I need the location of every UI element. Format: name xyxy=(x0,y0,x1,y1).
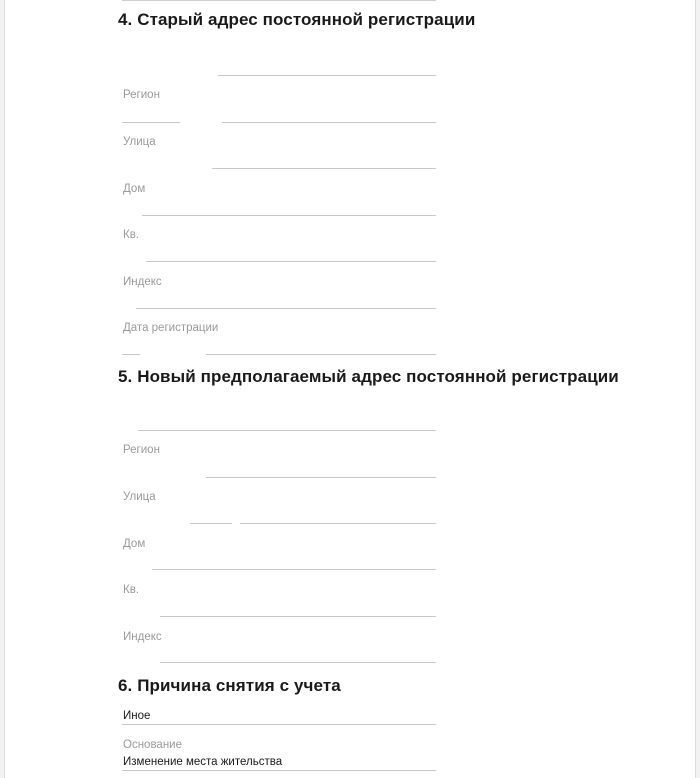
reason-field[interactable] xyxy=(122,724,436,725)
old-apartment-label: Кв. xyxy=(123,229,140,241)
new-street-field[interactable] xyxy=(240,523,436,524)
page-edge-left xyxy=(0,0,5,778)
section-old-address-title: 4. Старый адрес постоянной регистрации xyxy=(118,10,476,29)
old-apartment-field[interactable] xyxy=(146,261,436,262)
old-region-field[interactable] xyxy=(222,122,436,123)
section-new-address-title: 5. Новый предполагаемый адрес постоянной регистрации xyxy=(118,367,619,386)
new-index-label: Индекс xyxy=(123,631,162,643)
basis-field[interactable] xyxy=(122,770,436,771)
old-street-label: Улица xyxy=(123,136,156,148)
old-index-label: Индекс xyxy=(123,276,162,288)
field-underline xyxy=(122,122,180,123)
old-house-field[interactable] xyxy=(142,215,436,216)
new-house-label: Дом xyxy=(123,538,146,550)
field-underline xyxy=(122,0,436,1)
new-street-label: Улица xyxy=(123,491,156,503)
old-registration-date-label: Дата регистрации xyxy=(123,322,219,334)
new-region-label: Регион xyxy=(123,444,160,456)
new-region-field[interactable] xyxy=(206,477,436,478)
section-reason-title: 6. Причина снятия с учета xyxy=(118,676,341,695)
new-index-field[interactable] xyxy=(160,662,436,663)
field-underline[interactable] xyxy=(218,75,436,76)
old-house-label: Дом xyxy=(123,183,146,195)
field-underline xyxy=(190,523,232,524)
new-apartment-field[interactable] xyxy=(160,616,436,617)
old-region-label: Регион xyxy=(123,89,160,101)
basis-value[interactable]: Изменение места жительства xyxy=(123,756,283,768)
new-house-field[interactable] xyxy=(152,569,436,570)
old-street-field[interactable] xyxy=(212,168,436,169)
basis-label: Основание xyxy=(123,739,182,751)
field-underline xyxy=(122,354,140,355)
new-apartment-label: Кв. xyxy=(123,584,140,596)
page-edge-right xyxy=(695,0,700,778)
old-registration-date-field[interactable] xyxy=(206,354,436,355)
reason-value[interactable]: Иное xyxy=(123,710,151,722)
old-index-field[interactable] xyxy=(136,308,436,309)
field-underline[interactable] xyxy=(138,430,436,431)
